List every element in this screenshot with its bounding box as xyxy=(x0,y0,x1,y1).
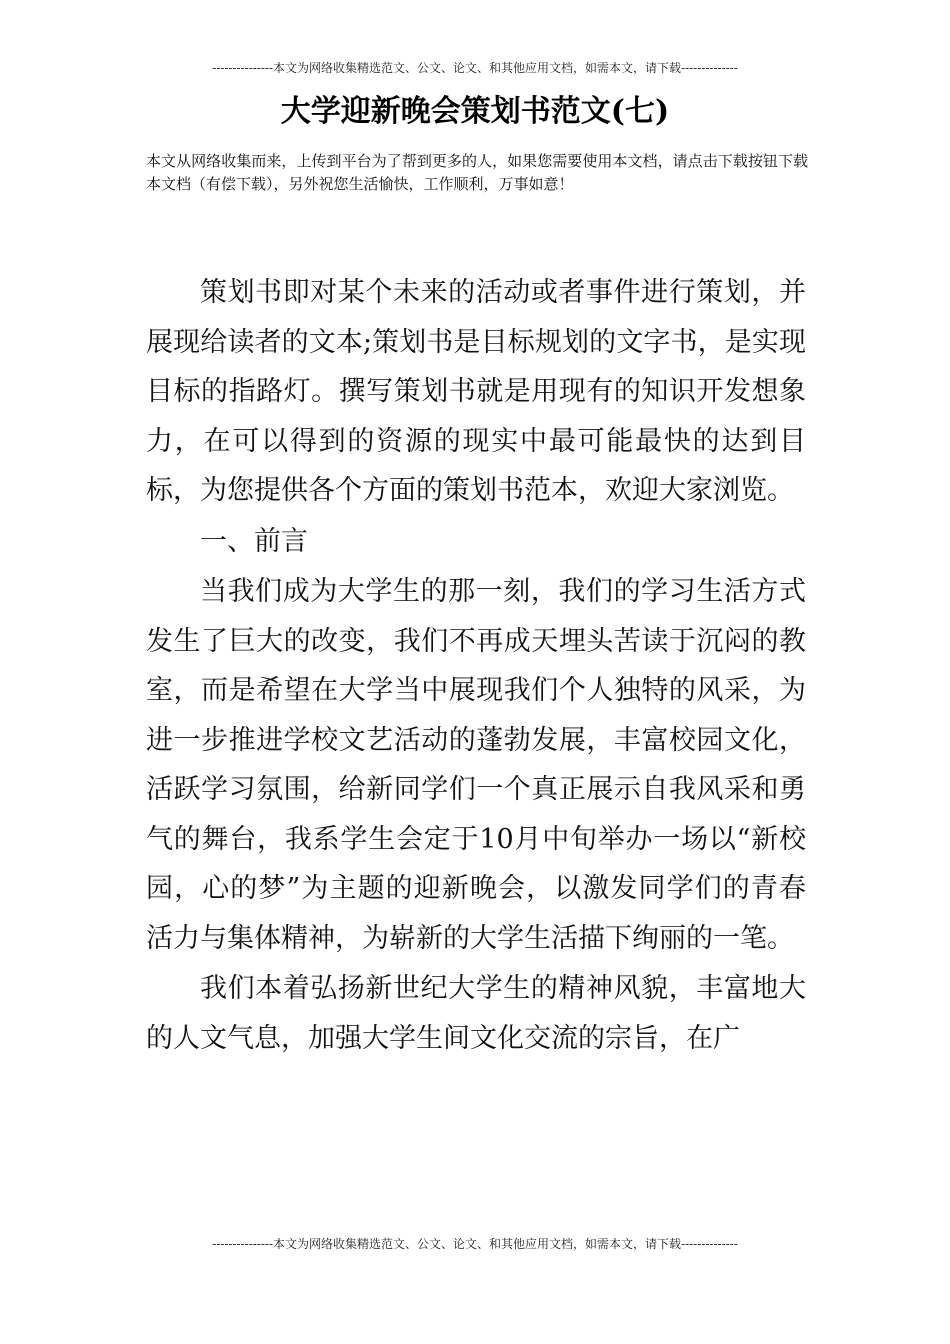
paragraph-preface: 当我们成为大学生的那一刻，我们的学习生活方式发生了巨大的改变，我们不再成天埋头苦读于沉闷的教室，而是希望在大学当中展现我们个人独特的风采，为进一步推进学校文艺活动的蓬勃发展，丰富校园文化，活跃学习氛围，给新同学们一个真正展示自我风采和勇气的舞台，我系学生会定于10月中旬举办一场以“新校园，心的梦”为主题的迎新晚会，以激发同学们的青春活力与集体精神，为崭新的大学生活描下绚丽的一笔。 xyxy=(146,576,806,954)
document-body xyxy=(146,268,806,1063)
document-title: 大学迎新晚会策划书范文(七) xyxy=(280,94,670,129)
section-heading-preface: 一、前言 xyxy=(200,525,308,557)
paragraph-purpose: 我们本着弘扬新世纪大学生的精神风貌，丰富地大的人文气息，加强大学生间文化交流的宗旨，在广 xyxy=(146,973,806,1054)
page-footer: ---------------本文为网络收集精选范文、公文、论文、和其他应用文档，如需本文，请下载-------------- xyxy=(212,1237,738,1251)
intro-note: 本文从网络收集而来，上传到平台为了帮到更多的人，如果您需要使用本文档，请点击下载按钮下载本文档（有偿下载），另外祝您生活愉快，工作顺利，万事如意！ xyxy=(146,152,808,193)
paragraph-intro: 策划书即对某个未来的活动或者事件进行策划，并展现给读者的文本;策划书是目标规划的文字书，是实现目标的指路灯。撰写策划书就是用现有的知识开发想象力，在可以得到的资源的现实中最可能最快的达到目标，为您提供各个方面的策划书范本，欢迎大家浏览。 xyxy=(146,277,806,506)
page-header: ---------------本文为网络收集精选范文、公文、论文、和其他应用文档，如需本文，请下载-------------- xyxy=(212,61,738,75)
